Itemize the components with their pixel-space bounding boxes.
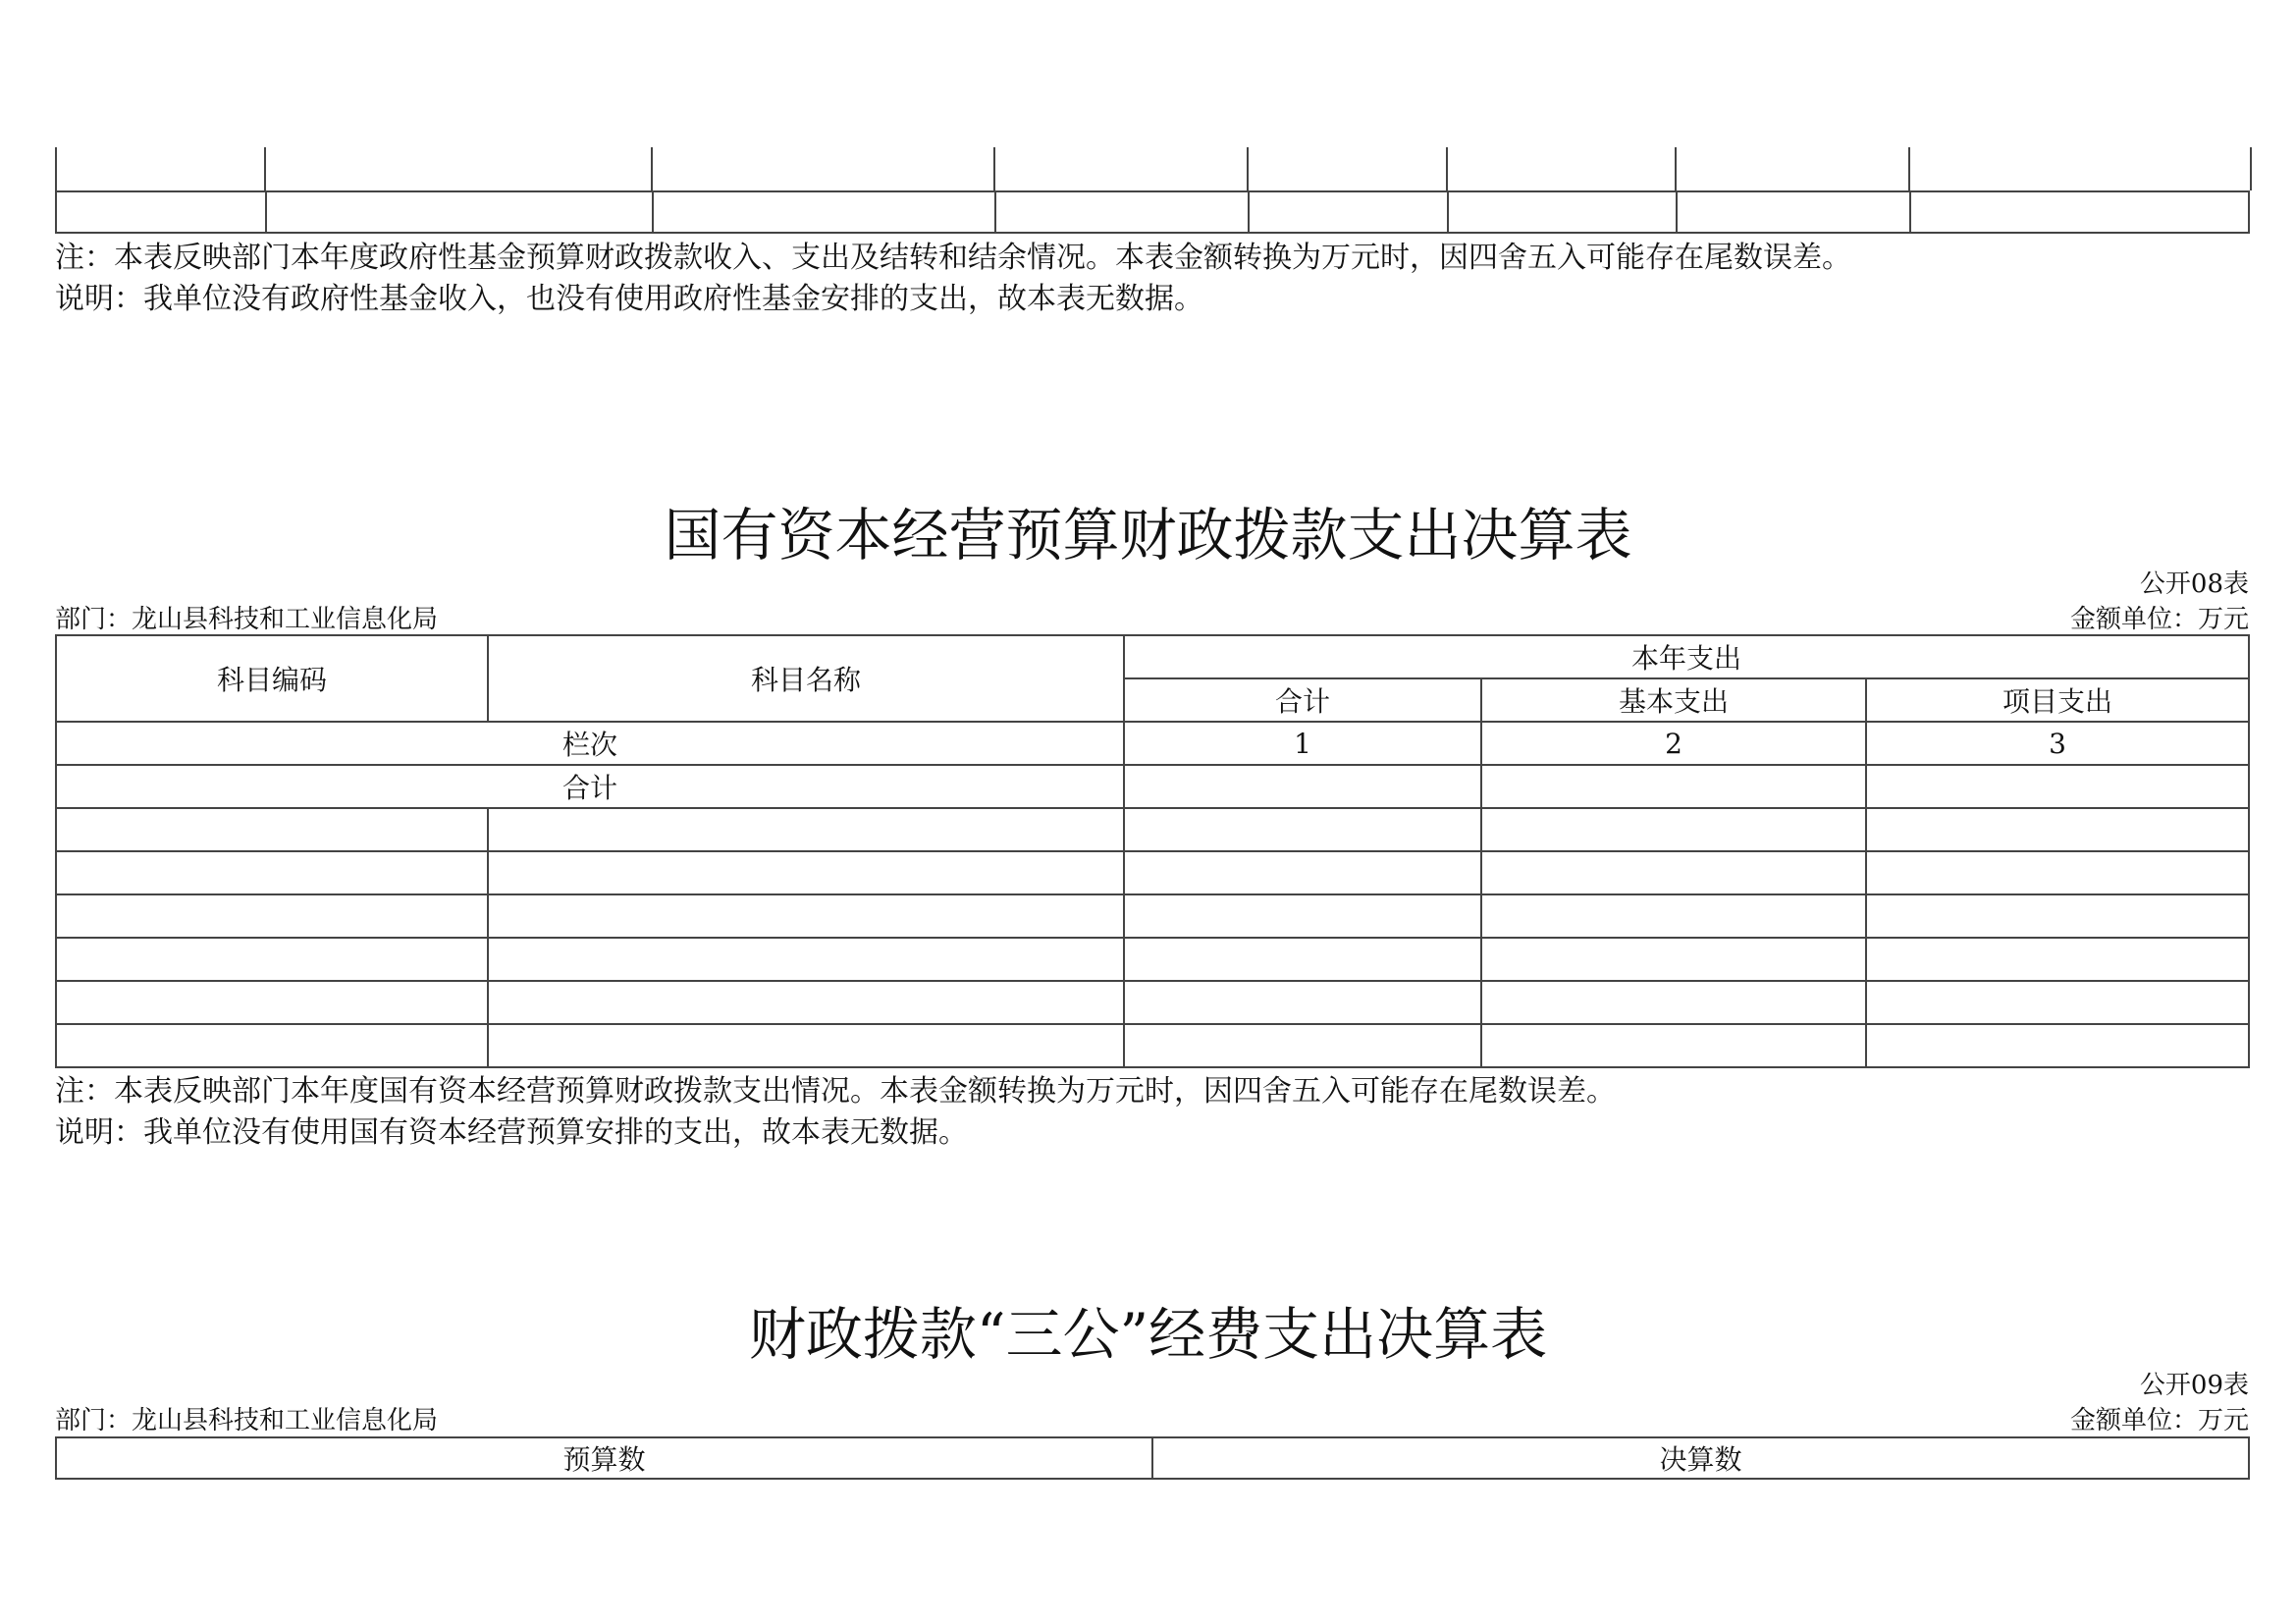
table-cell [488, 894, 1124, 938]
table-cell [653, 191, 995, 233]
capital-table-explain: 说明：我单位没有使用国有资本经营预算安排的支出，故本表无数据。 [55, 1115, 968, 1150]
header-basic-expense: 基本支出 [1481, 678, 1866, 722]
table-row [56, 938, 2249, 981]
table-cell [1866, 938, 2249, 981]
table-cell [56, 1024, 488, 1067]
table-cell [1481, 938, 1866, 981]
header-final: 决算数 [1152, 1437, 2249, 1479]
capital-table-department: 部门：龙山县科技和工业信息化局 [55, 605, 439, 634]
capital-table [55, 634, 2250, 1068]
header-project-expense: 项目支出 [1866, 678, 2249, 722]
table-cell [1481, 981, 1866, 1024]
table-cell [488, 808, 1124, 851]
capital-table-code: 公开08表 [2139, 569, 2249, 599]
capital-table-unit: 金额单位：万元 [2069, 605, 2249, 634]
table-header-row [56, 635, 2249, 678]
table-cell [1249, 191, 1448, 233]
table-cell [1481, 808, 1866, 851]
table-cell [488, 938, 1124, 981]
table-cell [1866, 851, 2249, 894]
table-cell [1481, 765, 1866, 808]
table-cell [56, 808, 488, 851]
fund-table-explain: 说明：我单位没有政府性基金收入，也没有使用政府性基金安排的支出，故本表无数据。 [55, 282, 1203, 316]
table-cell [1124, 765, 1481, 808]
table-cell [1866, 894, 2249, 938]
table-cell [488, 851, 1124, 894]
table-cell [56, 894, 488, 938]
table-cell [1677, 191, 1910, 233]
fund-table-note: 注：本表反映部门本年度政府性基金预算财政拨款收入、支出及结转和结余情况。本表金额转换为万元时，因四舍五入可能存在尾数误差。 [55, 241, 1851, 275]
table-cell [1866, 808, 2249, 851]
header-subject-name: 科目名称 [488, 635, 1124, 722]
column-number-label: 栏次 [56, 722, 1124, 765]
table-row [56, 191, 2249, 233]
table-cell [1124, 808, 1481, 851]
column-number-row [56, 722, 2249, 765]
table-cell [1910, 191, 2249, 233]
table-cell [1448, 191, 1677, 233]
table-cell [56, 981, 488, 1024]
three-public-table-department: 部门：龙山县科技和工业信息化局 [55, 1406, 439, 1435]
three-public-table [55, 1436, 2250, 1480]
fund-table-dividers [55, 147, 2248, 190]
table-cell [1481, 894, 1866, 938]
table-cell [1124, 894, 1481, 938]
header-total: 合计 [1124, 678, 1481, 722]
table-row [56, 808, 2249, 851]
capital-table-title: 国有资本经营预算财政拨款支出决算表 [664, 502, 1632, 568]
table-row [56, 894, 2249, 938]
column-number-3: 3 [1866, 722, 2249, 765]
total-row [56, 765, 2249, 808]
table-cell [488, 1024, 1124, 1067]
table-cell [1124, 1024, 1481, 1067]
table-cell [56, 191, 266, 233]
table-row [56, 981, 2249, 1024]
table-cell [1124, 981, 1481, 1024]
table-cell [995, 191, 1249, 233]
table-cell [56, 851, 488, 894]
table-cell [1866, 765, 2249, 808]
table-cell [1124, 851, 1481, 894]
total-row-label: 合计 [56, 765, 1124, 808]
column-number-2: 2 [1481, 722, 1866, 765]
table-row [56, 1024, 2249, 1067]
header-current-year-expense: 本年支出 [1124, 635, 2249, 678]
three-public-table-code: 公开09表 [2139, 1371, 2249, 1400]
three-public-table-title: 财政拨款“三公”经费支出决算表 [748, 1301, 1548, 1368]
table-cell [1481, 851, 1866, 894]
three-public-table-unit: 金额单位：万元 [2069, 1406, 2249, 1435]
table-row [56, 851, 2249, 894]
header-budget: 预算数 [56, 1437, 1152, 1479]
fund-table [55, 190, 2250, 234]
table-cell [488, 981, 1124, 1024]
table-cell [1481, 1024, 1866, 1067]
column-number-1: 1 [1124, 722, 1481, 765]
header-subject-code: 科目编码 [56, 635, 488, 722]
table-cell [1866, 1024, 2249, 1067]
table-header-row [56, 1437, 2249, 1479]
table-cell [266, 191, 653, 233]
table-cell [56, 938, 488, 981]
capital-table-note: 注：本表反映部门本年度国有资本经营预算财政拨款支出情况。本表金额转换为万元时，因四舍五入可能存在尾数误差。 [55, 1074, 1616, 1109]
table-cell [1866, 981, 2249, 1024]
table-cell [1124, 938, 1481, 981]
